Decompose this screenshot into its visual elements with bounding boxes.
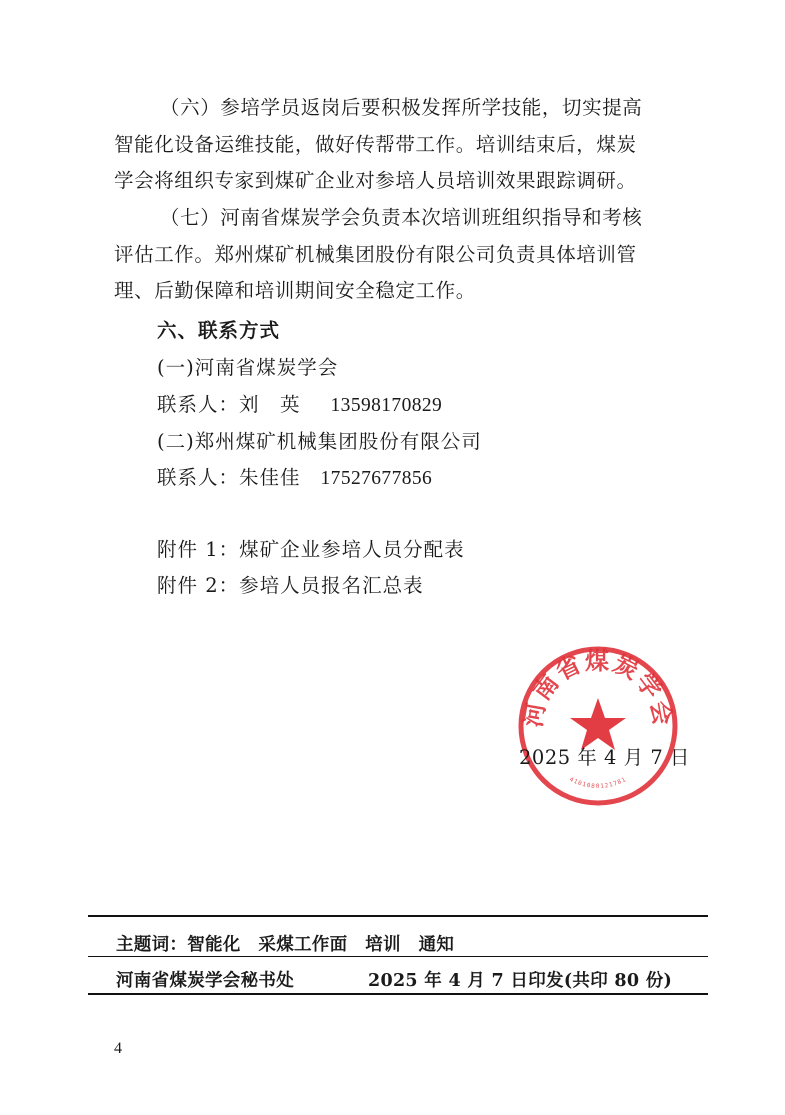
contact-person-1-label: 联系人：刘 英 [157, 393, 301, 416]
seal-arc-text: 河南省煤炭学会 [517, 645, 679, 730]
contact-person-2-phone: 17527677856 [320, 468, 433, 489]
footer-bottom-rule [88, 993, 708, 995]
paragraph-six-line-1: （六）参培学员返岗后要积极发挥所学技能，切实提高 [160, 96, 643, 119]
keywords-line: 主题词：智能化 采煤工作面 培训 通知 [116, 935, 455, 955]
print-info: 2025 年 4 月 7 日印发(共印 80 份) [368, 971, 673, 991]
attachment-1: 附件 1：煤矿企业参培人员分配表 [157, 538, 465, 561]
contact-person-1-phone: 13598170829 [330, 395, 443, 416]
issuer: 河南省煤炭学会秘书处 [116, 971, 294, 991]
contact-org-1: (一)河南省煤炭学会 [157, 356, 339, 379]
svg-text:4101080121781 [568, 776, 628, 790]
paragraph-seven-line-3: 理、后勤保障和培训期间安全稳定工作。 [114, 279, 476, 302]
footer-top-rule [88, 915, 708, 917]
contact-person-2-label: 联系人：朱佳佳 [157, 466, 301, 489]
page-number: 4 [114, 1040, 122, 1057]
paragraph-six [114, 90, 662, 200]
official-seal [515, 643, 681, 809]
contact-person-2 [157, 462, 432, 490]
footer-middle-rule [88, 956, 708, 957]
paragraph-seven-line-1: （七）河南省煤炭学会负责本次培训班组织指导和考核 [160, 206, 643, 229]
attachment-2: 附件 2：参培人员报名汇总表 [157, 574, 424, 597]
paragraph-six-line-2: 智能化设备运维技能，做好传帮带工作。培训结束后，煤炭 [114, 132, 637, 156]
seal-code: 4101080121781 [568, 775, 628, 790]
paragraph-seven-line-2: 评估工作。郑州煤矿机械集团股份有限公司负责具体培训管 [114, 242, 637, 266]
contact-person-1 [157, 389, 442, 417]
contact-org-2: (二)郑州煤矿机械集团股份有限公司 [157, 430, 482, 453]
contact-heading: 六、联系方式 [157, 319, 281, 342]
paragraph-seven [114, 200, 662, 310]
paragraph-six-line-3: 学会将组织专家到煤矿企业对参培人员培训效果跟踪调研。 [114, 169, 637, 192]
signature-date: 2025 年 4 月 7 日 [519, 746, 690, 769]
